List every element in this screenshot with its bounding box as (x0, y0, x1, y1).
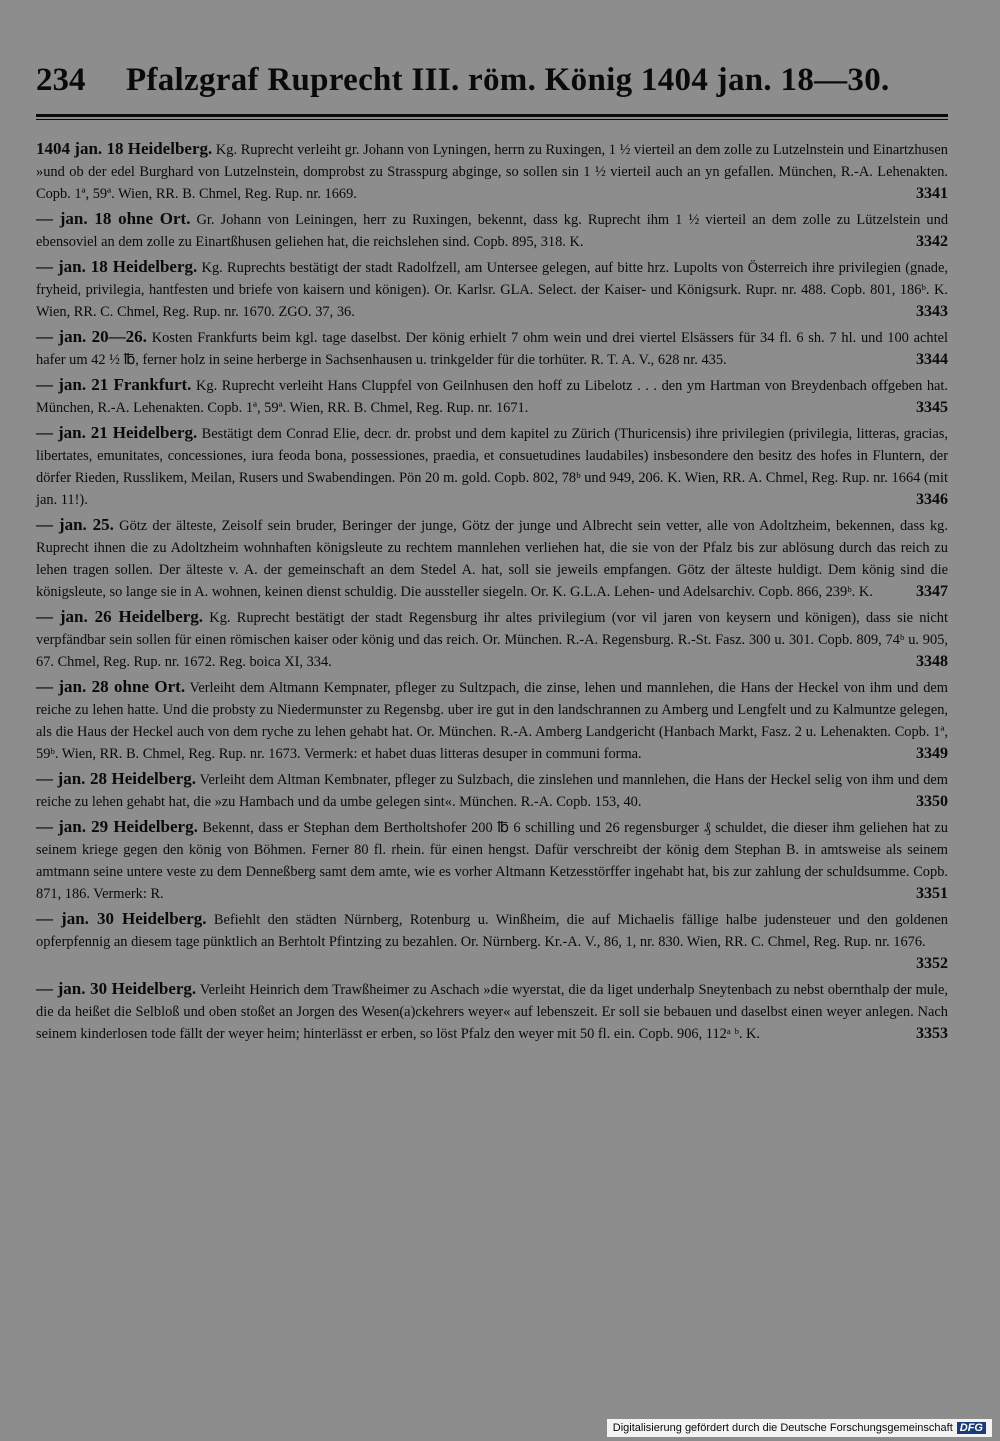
page-header (36, 62, 948, 106)
header-rule-thin (36, 119, 948, 120)
entry-number: 3349 (916, 745, 948, 762)
digitization-credit (607, 1419, 992, 1437)
entry-date: — jan. 26 Heidelberg. (36, 607, 204, 626)
entry-number: 3346 (916, 491, 948, 508)
entry-text: Kg. Ruprechts bestätigt der stadt Radolfzell, am Untersee gelegen, auf bitte hrz. Lupolts von Österreich ihre privilegien (gnade, fryheid, privilegia, hantfesten und briefe von kaisern und königen). Or. Karlsr. GLA. Select. der Kaiser- und Königsurk. Rupr. nr. 488. Copb. 801, 186ᵇ. K. Wien, RR. C. Chmel, Reg. Rup. nr. 1670. ZGO. 37, 36. (36, 260, 948, 320)
entry (36, 326, 948, 371)
entry-date: — jan. 21 Heidelberg. (36, 423, 198, 442)
entry-date: — jan. 21 Frankfurt. (36, 375, 192, 394)
entry-number: 3341 (916, 185, 948, 202)
entry-number: 3353 (916, 1025, 948, 1042)
entry-number: 3350 (916, 793, 948, 810)
entry-text: Befiehlt den städten Nürnberg, Rotenburg u. Winßheim, die auf Michaelis fällige halbe judensteuer und den goldenen opferpfennig an diesem tage pünktlich an Berhtolt Pfintzing zu bezahlen. Or. Nürnberg. Kr.-A. V., 86, 1, nr. 830. Wien, RR. C. Chmel, Reg. Rup. nr. 1676. (36, 912, 948, 950)
entry (36, 256, 948, 323)
entry-text: Verleiht dem Altmann Kempnater, pfleger zu Sultzpach, die zinse, lehen und mannlehen, die Hans der Heckel von ihm und dem reiche zu lehen hatte. Und die probsty zu Niedermunster zu Regensbg. uber ire gut in den landschrannen zu Amberg und Lengfelt und zu Kalmuntze gelegen, als die Haus der Heckel auch von dem ryche zu lehen gehabt hat. Or. München. R.-A. Amberg Landgericht (Hanbach Markt, Fasz. 2 u. Lehenakten. Copb. 1ª, 59ᵇ. Wien, RR. B. Chmel, Reg. Rup. nr. 1673. Vermerk: et habet duas litteras desuper in communi forma. (36, 680, 948, 762)
entry-date: — jan. 18 ohne Ort. (36, 209, 191, 228)
entry-number: 3342 (916, 233, 948, 250)
entry-date: — jan. 30 Heidelberg. (36, 979, 197, 998)
entry-text: Götz der älteste, Zeisolf sein bruder, Beringer der junge, Götz der junge und Albrecht sein vetter, alle von Adoltzheim, bekennen, dass kg. Ruprecht ihnen die zu Adoltzheim wohnhaften königsleute zu rechtem mannlehen verliehen hat, die sie von der Pfalz bis zur ablösung durch das reich zu lehen tragen sollen. Der älteste v. A. der gemeinschaft an dem Stedel A. hat, soll sie jeweils empfangen. Götz der älteste huldigt. Dem könig sind die königsleute, so lange sie in A. wohnen, keinen dienst schuldig. Die aussteller siegeln. Or. K. G.L.A. Lehen- und Adelsarchiv. Copb. 866, 239ᵇ. K. (36, 518, 948, 600)
entry-number: 3352 (916, 955, 948, 972)
header-rule (36, 114, 948, 117)
entry-text: Verleiht Heinrich dem Trawßheimer zu Aschach »die wyerstat, die da liget underhalp Sneytenbach zu nebst obernthalp der mule, die da heißet die Selbloß und oben stoßet an Jorgen des Wesen(a)ckehrers weyer« auf lebenszeit. Er soll sie bebauen und daselbst einen weyer anlegen. Nach seinem kinderlosen tode fällt der weyer heim; hinterlässt er erben, so löst Pfalz den weyer mit 50 fl. ein. Copb. 906, 112ᵃ ᵇ. K. (36, 982, 948, 1042)
entry-date: — jan. 28 Heidelberg. (36, 769, 197, 788)
entry-text: Kg. Ruprecht bestätigt der stadt Regensburg ihr altes privilegium (vor vil jaren von keysern und königen), dass sie nicht verpfändbar sein sollen für einen römischen kaiser oder könig und das reich. Or. München. R.-A. Regensburg. R.-St. Fasz. 300 u. 301. Copb. 809, 74ᵇ u. 905, 67. Chmel, Reg. Rup. nr. 1672. Reg. boica XI, 334. (36, 610, 948, 670)
document-page (36, 62, 948, 1048)
entry-number: 3351 (916, 885, 948, 902)
entry-date: — jan. 29 Heidelberg. (36, 817, 198, 836)
entries-list (36, 138, 948, 1045)
credit-text: Digitalisierung gefördert durch die Deutsche Forschungsgemeinschaft (612, 1422, 953, 1434)
entry (36, 768, 948, 813)
entry-text: Kg. Ruprecht verleiht Hans Cluppfel von Geilnhusen den hoff zu Libelotz . . . den ym Hartman von Breydenbach offgeben hat. München, R.-A. Lehenakten. Copb. 1ª, 59ª. Wien, RR. B. Chmel, Reg. Rup. nr. 1671. (36, 378, 948, 416)
entry (36, 676, 948, 765)
entry-date: — jan. 28 ohne Ort. (36, 677, 186, 696)
entry (36, 816, 948, 905)
entry-number: 3343 (916, 303, 948, 320)
entry-date: — jan. 25. (36, 515, 114, 534)
entry-number: 3345 (916, 399, 948, 416)
entry-number: 3348 (916, 653, 948, 670)
entry-text: Gr. Johann von Leiningen, herr zu Ruxingen, bekennt, dass kg. Ruprecht ihm 1 ½ vierteil an dem zolle zu Lützelstein und ebensoviel an dem zolle zu Einartßhusen geliehen hat, die reichslehen sind. Copb. 895, 318. K. (36, 212, 949, 250)
dfg-logo: DFG (957, 1422, 986, 1434)
entry (36, 208, 948, 253)
entry-text: Kosten Frankfurts beim kgl. tage daselbst. Der könig erhielt 7 ohm wein und drei viertel Elsässers für 34 fl. 6 sh. 7 hl. und 100 achtel hafer um 42 ½ ℔, ferner holz in seine herberge in Sachsenhausen u. trinkgelder für die torhüter. R. T. A. V., 628 nr. 435. (36, 330, 948, 368)
entry (36, 606, 948, 673)
entry (36, 978, 948, 1045)
entry (36, 422, 948, 511)
entry (36, 138, 948, 205)
entry (36, 374, 948, 419)
entry-date: 1404 jan. 18 Heidelberg. (36, 139, 213, 158)
entry-text: Bestätigt dem Conrad Elie, decr. dr. probst und dem kapitel zu Zürich (Thuricensis) ihre privilegien (privilegia, litteras, gracias, libertates, emunitates, concessiones, iura feoda bona, possessiones, praedia, et consuetudines laudabiles) insbesondere den besitz des hofes in Fluntern, der dörfer Rieden, Russlikem, Meilan, Rusers und Swabendingen. Pön 20 m. gold. Copb. 802, 78ᵇ und 949, 206. K. Wien, RR. A. Chmel, Reg. Rup. nr. 1664 (mit jan. 11!). (36, 426, 948, 508)
entry-text: Bekennt, dass er Stephan dem Bertholtshofer 200 ℔ 6 schilling und 26 regensburger ₰ schuldet, die dieser ihm geliehen hat zu seinem kriege gegen den könig von Böhmen. Ferner 80 fl. rhein. für einen hengst. Dafür verschreibt der könig dem Stephan B. in amtsweise als seinem amtmann seine untere veste zu dem Denneßberg samt dem amte, wie es vorher Altmann Ketzesstörffer ingehabt hat, bis zur zahlung der schuldsumme. Copb. 871, 186. Vermerk: R. (36, 820, 948, 902)
entry (36, 514, 948, 603)
page-title: Pfalzgraf Ruprecht III. röm. König 1404 jan. 18—30. (126, 62, 890, 98)
entry (36, 908, 948, 975)
entry-text: Kg. Ruprecht verleiht gr. Johann von Lyningen, herrn zu Ruxingen, 1 ½ vierteil an dem zolle zu Lutzelnstein und Einartzhusen »und ob der edel Burghard von Lutzelnstein, domprobst zu Strasspurg abginge, so sollen sin 1 ½ vierteil auch an yn gefallen. München, R.-A. Lehenakten. Copb. 1ª, 59ª. Wien, RR. B. Chmel, Reg. Rup. nr. 1669. (36, 142, 948, 202)
page-number: 234 (36, 62, 86, 98)
entry-number: 3347 (916, 583, 948, 600)
entry-number: 3344 (916, 351, 948, 368)
entry-date: — jan. 18 Heidelberg. (36, 257, 198, 276)
entry-date: — jan. 20—26. (36, 327, 147, 346)
entry-text: Verleiht dem Altman Kembnater, pfleger zu Sulzbach, die zinslehen und mannlehen, die Hans der Heckel selig von ihm und dem reiche zu lehen gehabt hat, die »zu Hambach und da umbe gelegen sint«. München. R.-A. Copb. 153, 40. (36, 772, 948, 810)
entry-date: — jan. 30 Heidelberg. (36, 909, 207, 928)
